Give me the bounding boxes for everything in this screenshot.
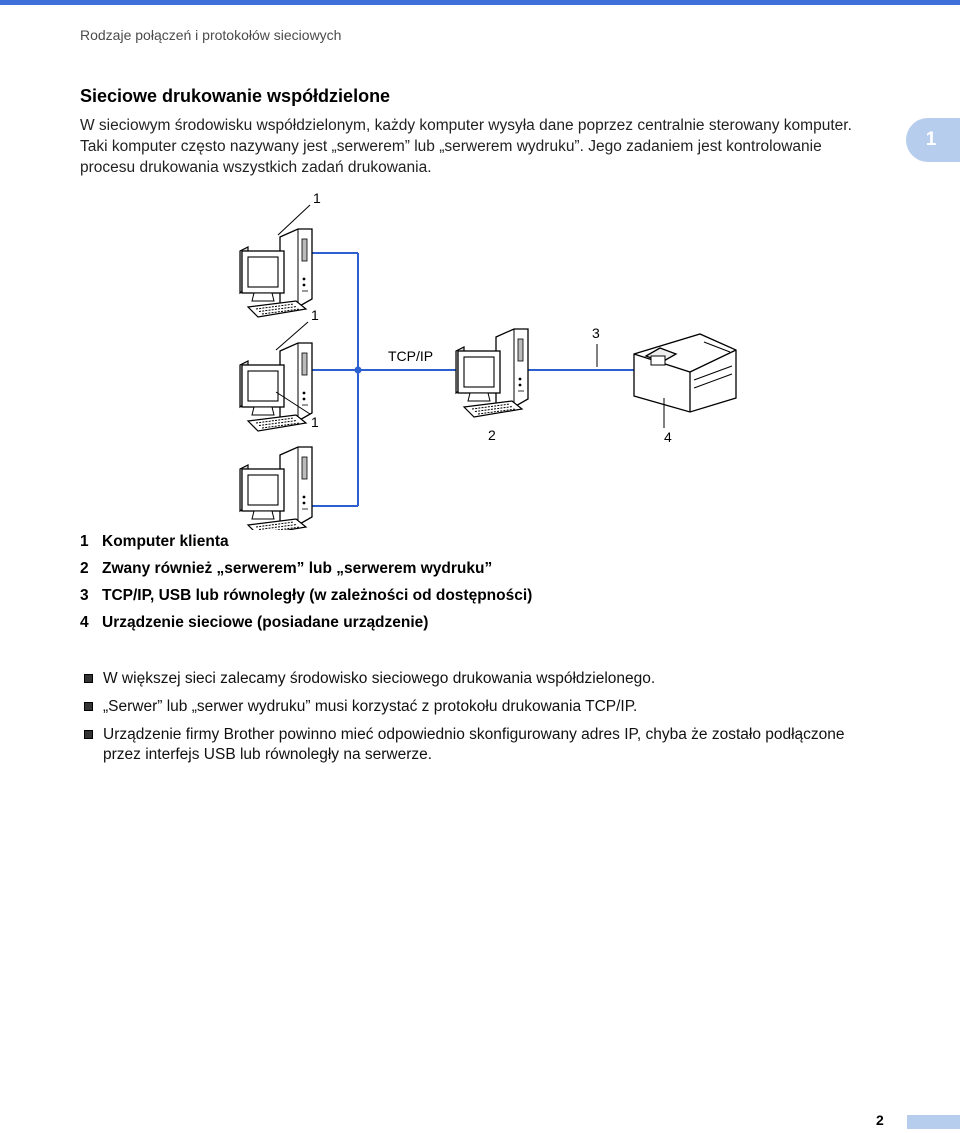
legend-item: 1 Komputer klienta bbox=[80, 533, 229, 550]
callout-1: 1 bbox=[311, 414, 319, 430]
diagram-legend bbox=[80, 532, 532, 640]
page-number: 2 bbox=[876, 1112, 884, 1128]
square-bullet-icon bbox=[84, 702, 93, 711]
legend-item: 3 TCP/IP, USB lub równoległy (w zależności od dostępności) bbox=[80, 587, 533, 604]
breadcrumb: Rodzaje połączeń i protokołów sieciowych bbox=[80, 27, 342, 43]
callout-4: 4 bbox=[664, 429, 672, 445]
intro-paragraph: W sieciowym środowisku współdzielonym, każdy komputer wysyła dane poprzez centralnie sterowany komputer. Taki komputer często nazywany jest „serwerem” lub „serwerem wydruku”. Jego zadaniem jest kontrolowanie procesu drukowania wszystkich zadań drukowania. bbox=[80, 117, 852, 176]
server-computer-icon bbox=[456, 329, 528, 417]
callout-2: 2 bbox=[488, 427, 496, 443]
chapter-number: 1 bbox=[925, 129, 937, 150]
network-label: TCP/IP bbox=[388, 348, 434, 364]
callout-3: 3 bbox=[592, 325, 600, 341]
callout-1: 1 bbox=[313, 190, 321, 206]
chapter-tab bbox=[906, 118, 960, 162]
legend-item: 4 Urządzenie sieciowe (posiadane urządzenie) bbox=[80, 614, 429, 631]
client-computer-icon bbox=[240, 229, 312, 317]
note-item: „Serwer” lub „serwer wydruku” musi korzystać z protokołu drukowania TCP/IP. bbox=[84, 697, 874, 717]
square-bullet-icon bbox=[84, 674, 93, 683]
page-number-tab bbox=[907, 1115, 960, 1129]
printer-icon bbox=[634, 334, 736, 412]
note-item: W większej sieci zalecamy środowisko sieciowego drukowania współdzielonego. bbox=[84, 669, 874, 689]
notes-list bbox=[84, 669, 874, 773]
callout-1: 1 bbox=[311, 307, 319, 323]
client-computer-icon bbox=[240, 343, 312, 431]
network-hub-dot bbox=[355, 367, 362, 374]
network-diagram bbox=[0, 180, 960, 530]
top-accent-bar bbox=[0, 0, 960, 5]
square-bullet-icon bbox=[84, 730, 93, 739]
legend-item: 2 Zwany również „serwerem” lub „serwerem wydruku” bbox=[80, 560, 493, 577]
client-computer-icon bbox=[240, 447, 312, 530]
section-title: Sieciowe drukowanie współdzielone bbox=[80, 86, 391, 106]
note-item: Urządzenie firmy Brother powinno mieć odpowiednio skonfigurowany adres IP, chyba że zostało podłączone przez interfejs USB lub równoległy na serwerze. bbox=[84, 725, 874, 765]
